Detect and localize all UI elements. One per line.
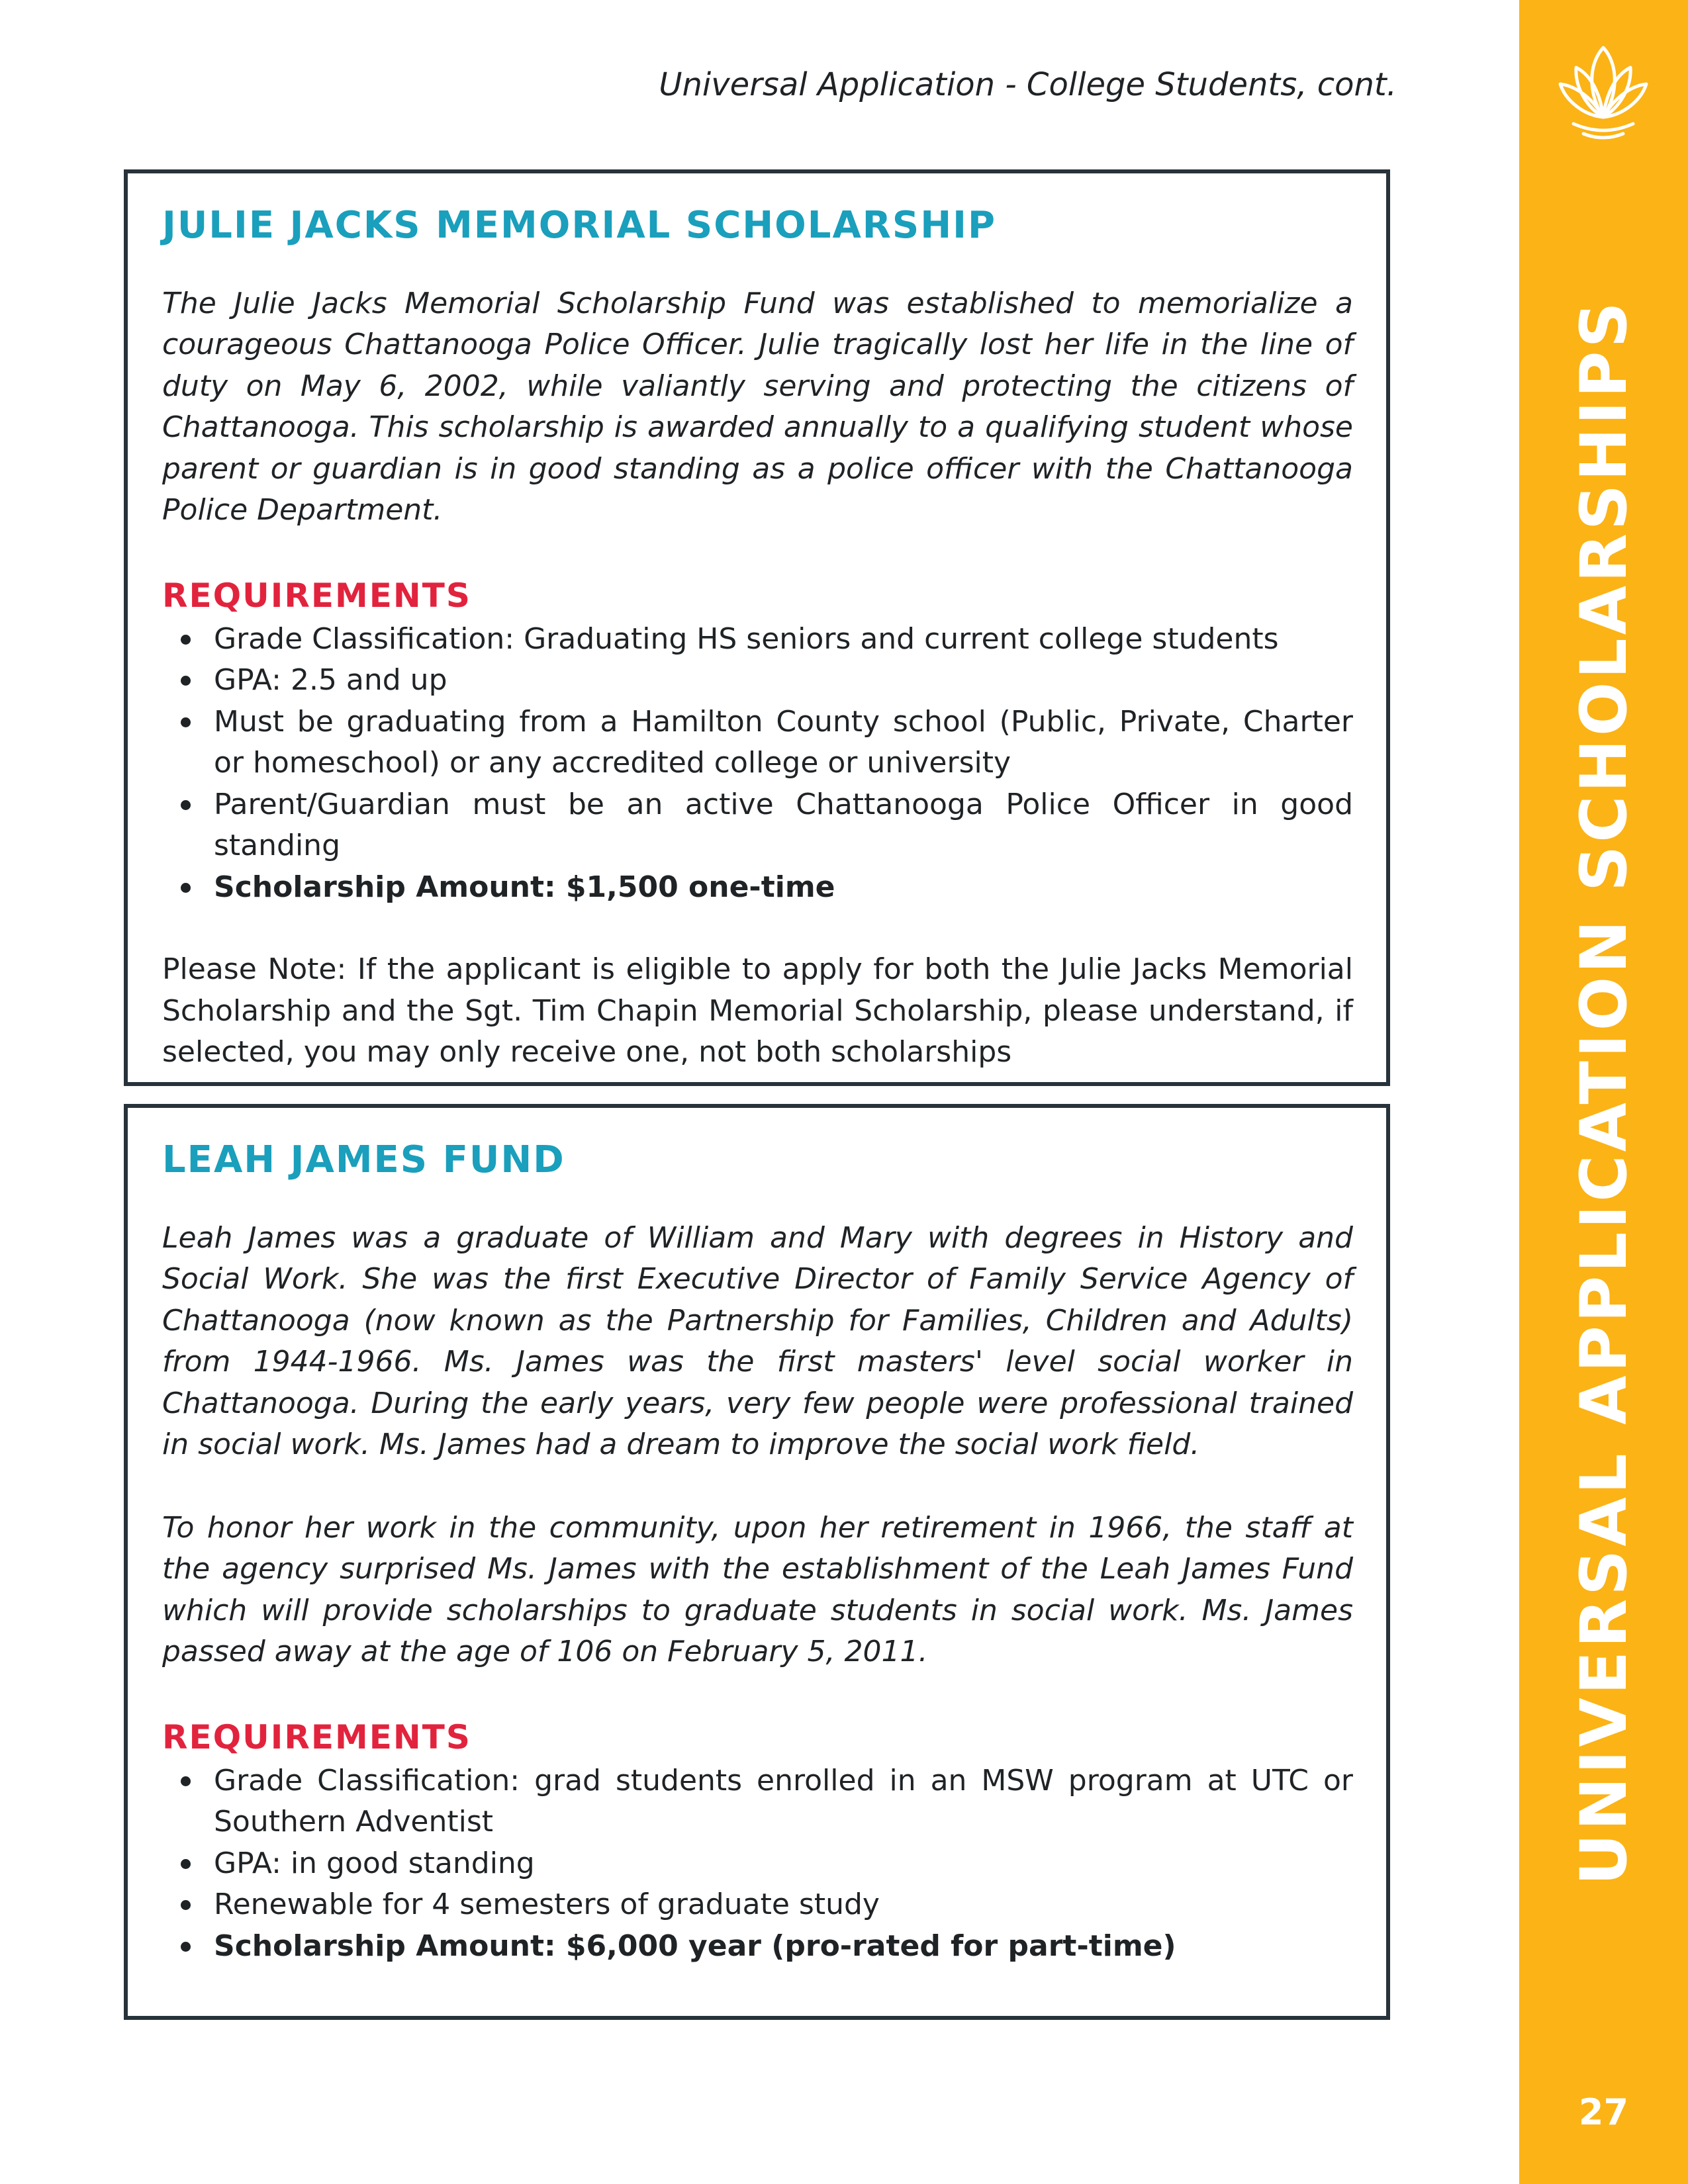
requirement-text: Scholarship Amount: $1,500 one-time — [214, 870, 835, 904]
requirement-item — [162, 1843, 1353, 1885]
sidebar — [1519, 0, 1688, 2184]
requirement-item-amount — [162, 1926, 1353, 1968]
bullet-icon — [181, 676, 191, 686]
requirement-item — [162, 784, 1353, 867]
leah-james-fund-card — [124, 1104, 1390, 2020]
julie-jacks-requirements-heading: REQUIREMENTS — [162, 576, 471, 615]
requirement-item-amount — [162, 867, 1353, 909]
requirement-text: Must be graduating from a Hamilton County school (Public, Private, Charter or homeschool) or any accredited college or university — [214, 704, 1353, 780]
bullet-icon — [181, 1900, 191, 1910]
requirement-text: GPA: 2.5 and up — [214, 663, 447, 698]
lotus-icon — [1547, 34, 1660, 147]
bullet-icon — [181, 635, 191, 645]
bullet-icon — [181, 717, 191, 727]
page-number: 27 — [1578, 2091, 1629, 2133]
requirement-item — [162, 619, 1353, 660]
leah-james-description-1: Leah James was a graduate of William and Mary with degrees in History and Social Work. She was the first Executive Director of Family Service Agency of Chattanooga (now known as the Partnership for Families, Children and Adults) from 1944-1966. Ms. James was the first masters' level social worker in Chattanooga. During the early years, very few people were professional trained in social work. Ms. James had a dream to improve the social work field. — [162, 1220, 1353, 1462]
requirement-item — [162, 1760, 1353, 1843]
leah-james-requirements-heading: REQUIREMENTS — [162, 1717, 471, 1756]
requirement-text: GPA: in good standing — [214, 1846, 535, 1880]
leah-james-requirements-list — [162, 1760, 1353, 1968]
page-header: Universal Application - College Students, cont. — [659, 66, 1397, 103]
requirement-text: Renewable for 4 semesters of graduate study — [214, 1888, 880, 1922]
requirement-text: Scholarship Amount: $6,000 year (pro-rated for part-time) — [214, 1929, 1176, 1963]
bullet-icon — [181, 1776, 191, 1786]
vertical-section-title: UNIVERSAL APPLICATION SCHOLARSHIPS — [1567, 298, 1641, 1886]
julie-jacks-title: JULIE JACKS MEMORIAL SCHOLARSHIP — [162, 204, 996, 247]
bullet-icon — [181, 800, 191, 810]
bullet-icon — [181, 883, 191, 893]
requirement-text: Grade Classification: grad students enrolled in an MSW program at UTC or Southern Adventist — [214, 1763, 1353, 1839]
requirement-item — [162, 660, 1353, 702]
requirement-text: Parent/Guardian must be an active Chattanooga Police Officer in good standing — [214, 787, 1353, 863]
julie-jacks-scholarship-card — [124, 169, 1390, 1086]
requirement-text: Grade Classification: Graduating HS seniors and current college students — [214, 621, 1279, 656]
bullet-icon — [181, 1942, 191, 1952]
leah-james-title: LEAH JAMES FUND — [162, 1138, 565, 1181]
requirement-item — [162, 702, 1353, 784]
bullet-icon — [181, 1859, 191, 1869]
requirement-item — [162, 1884, 1353, 1926]
julie-jacks-requirements-list — [162, 619, 1353, 909]
julie-jacks-description: The Julie Jacks Memorial Scholarship Fund was established to memorialize a courageous Chattanooga Police Officer. Julie tragically lost her life in the line of duty on May 6, 2002, while valiantly serving and protecting the citizens of Chattanooga. This scholarship is awarded annually to a qualifying student whose parent or guardian is in good standing as a police officer with the Chattanooga Police Department. — [162, 286, 1353, 527]
leah-james-description-2: To honor her work in the community, upon her retirement in 1966, the staff at the agency surprised Ms. James with the establishment of the Leah James Fund which will provide scholarships to graduate students in social work. Ms. James passed away at the age of 106 on February 5, 2011. — [162, 1510, 1353, 1669]
julie-jacks-note: Please Note: If the applicant is eligible to apply for both the Julie Jacks Memorial Scholarship and the Sgt. Tim Chapin Memorial Scholarship, please understand, if selected, you may only receive one, not both scholarships — [162, 952, 1353, 1069]
